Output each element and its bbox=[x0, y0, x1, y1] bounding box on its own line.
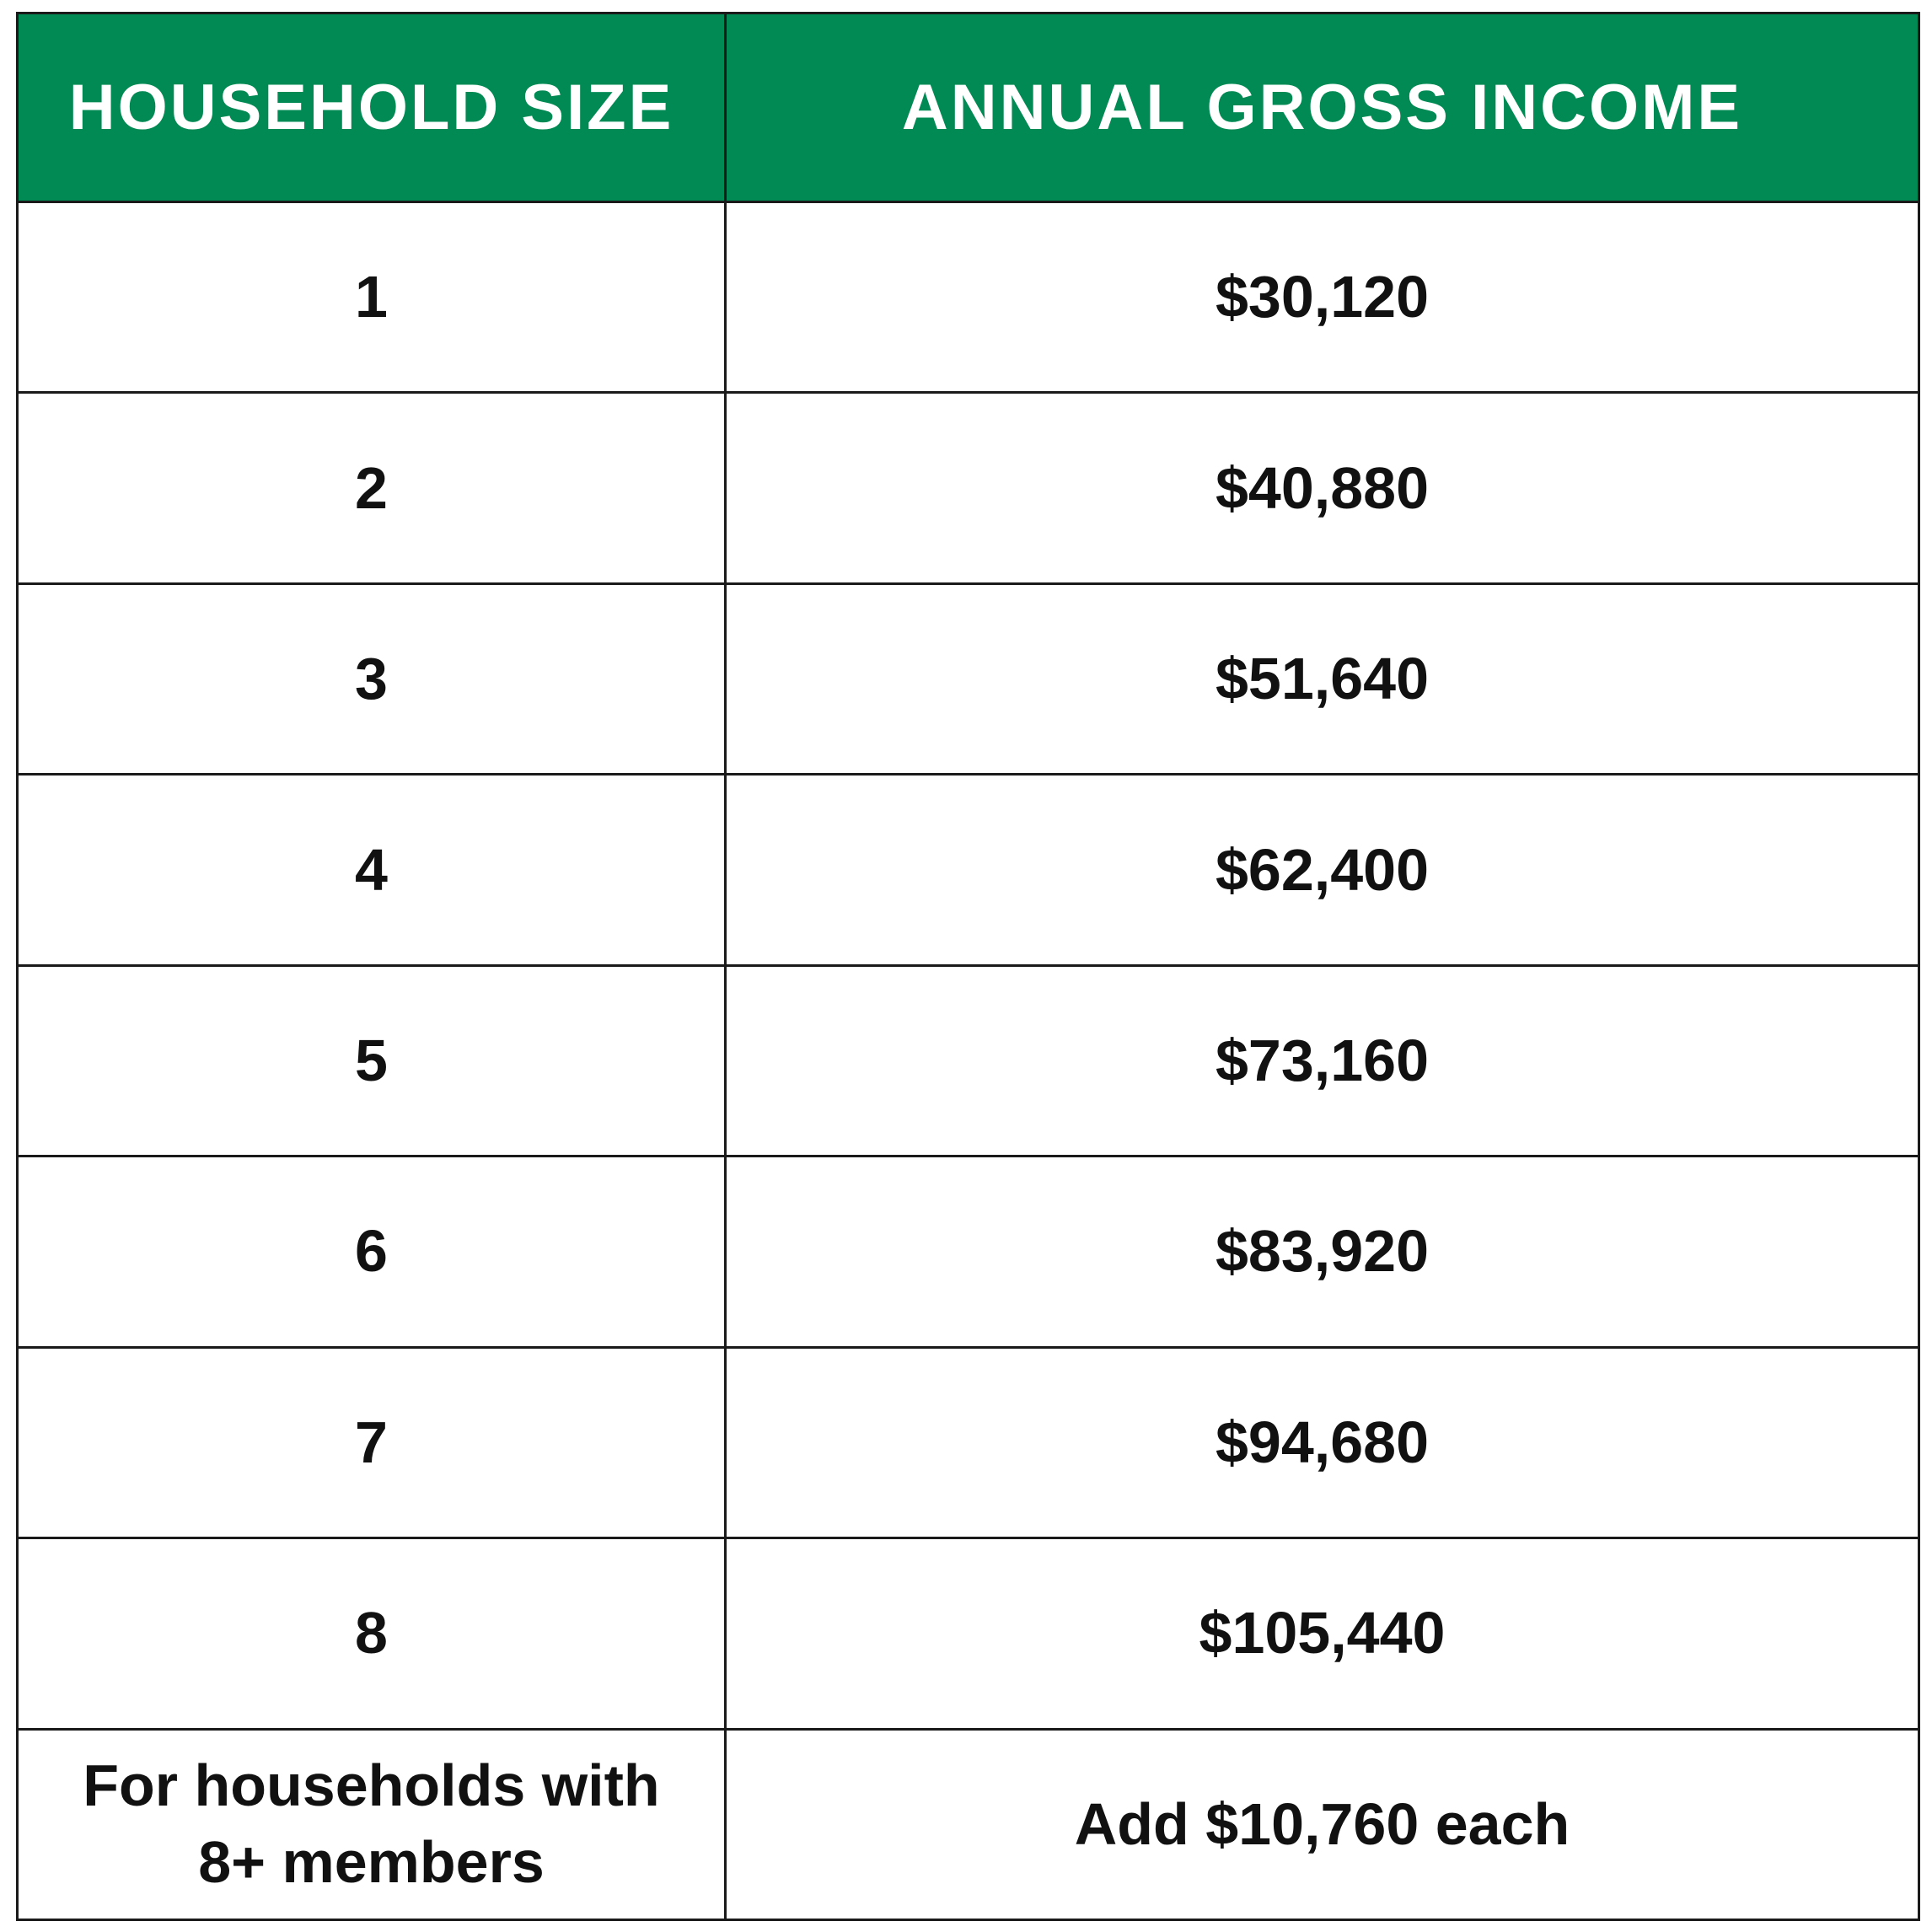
income-cell: $62,400 bbox=[726, 775, 1919, 965]
table-row bbox=[18, 965, 1919, 1156]
income-cell: $105,440 bbox=[726, 1538, 1919, 1729]
table-row bbox=[18, 583, 1919, 774]
household-size-cell: 1 bbox=[18, 202, 726, 393]
income-cell: $73,160 bbox=[726, 965, 1919, 1156]
table-row bbox=[18, 202, 1919, 393]
annual-gross-income-header: ANNUAL GROSS INCOME bbox=[726, 13, 1919, 202]
household-size-cell: 5 bbox=[18, 965, 726, 1156]
extra-members-row bbox=[18, 1729, 1919, 1920]
extra-members-size-cell bbox=[18, 1729, 726, 1920]
household-size-cell: 6 bbox=[18, 1157, 726, 1347]
table-row bbox=[18, 393, 1919, 583]
household-size-cell: 4 bbox=[18, 775, 726, 965]
household-size-cell: 8 bbox=[18, 1538, 726, 1729]
table-row bbox=[18, 1347, 1919, 1538]
table-row bbox=[18, 1538, 1919, 1729]
household-size-cell: 2 bbox=[18, 393, 726, 583]
household-size-cell: 3 bbox=[18, 583, 726, 774]
table-row bbox=[18, 1157, 1919, 1347]
income-limits-table bbox=[16, 12, 1920, 1921]
table-body bbox=[18, 202, 1919, 1920]
table-row bbox=[18, 775, 1919, 965]
extra-members-income-cell: Add $10,760 each bbox=[726, 1729, 1919, 1920]
table-header bbox=[18, 13, 1919, 202]
extra-members-label-line2: 8+ members bbox=[198, 1829, 545, 1896]
income-cell: $83,920 bbox=[726, 1157, 1919, 1347]
income-cell: $40,880 bbox=[726, 393, 1919, 583]
household-size-cell: 7 bbox=[18, 1347, 726, 1538]
household-size-header: HOUSEHOLD SIZE bbox=[18, 13, 726, 202]
extra-members-label-line1: For households with bbox=[83, 1752, 660, 1819]
income-cell: $30,120 bbox=[726, 202, 1919, 393]
income-cell: $94,680 bbox=[726, 1347, 1919, 1538]
header-row bbox=[18, 13, 1919, 202]
income-cell: $51,640 bbox=[726, 583, 1919, 774]
